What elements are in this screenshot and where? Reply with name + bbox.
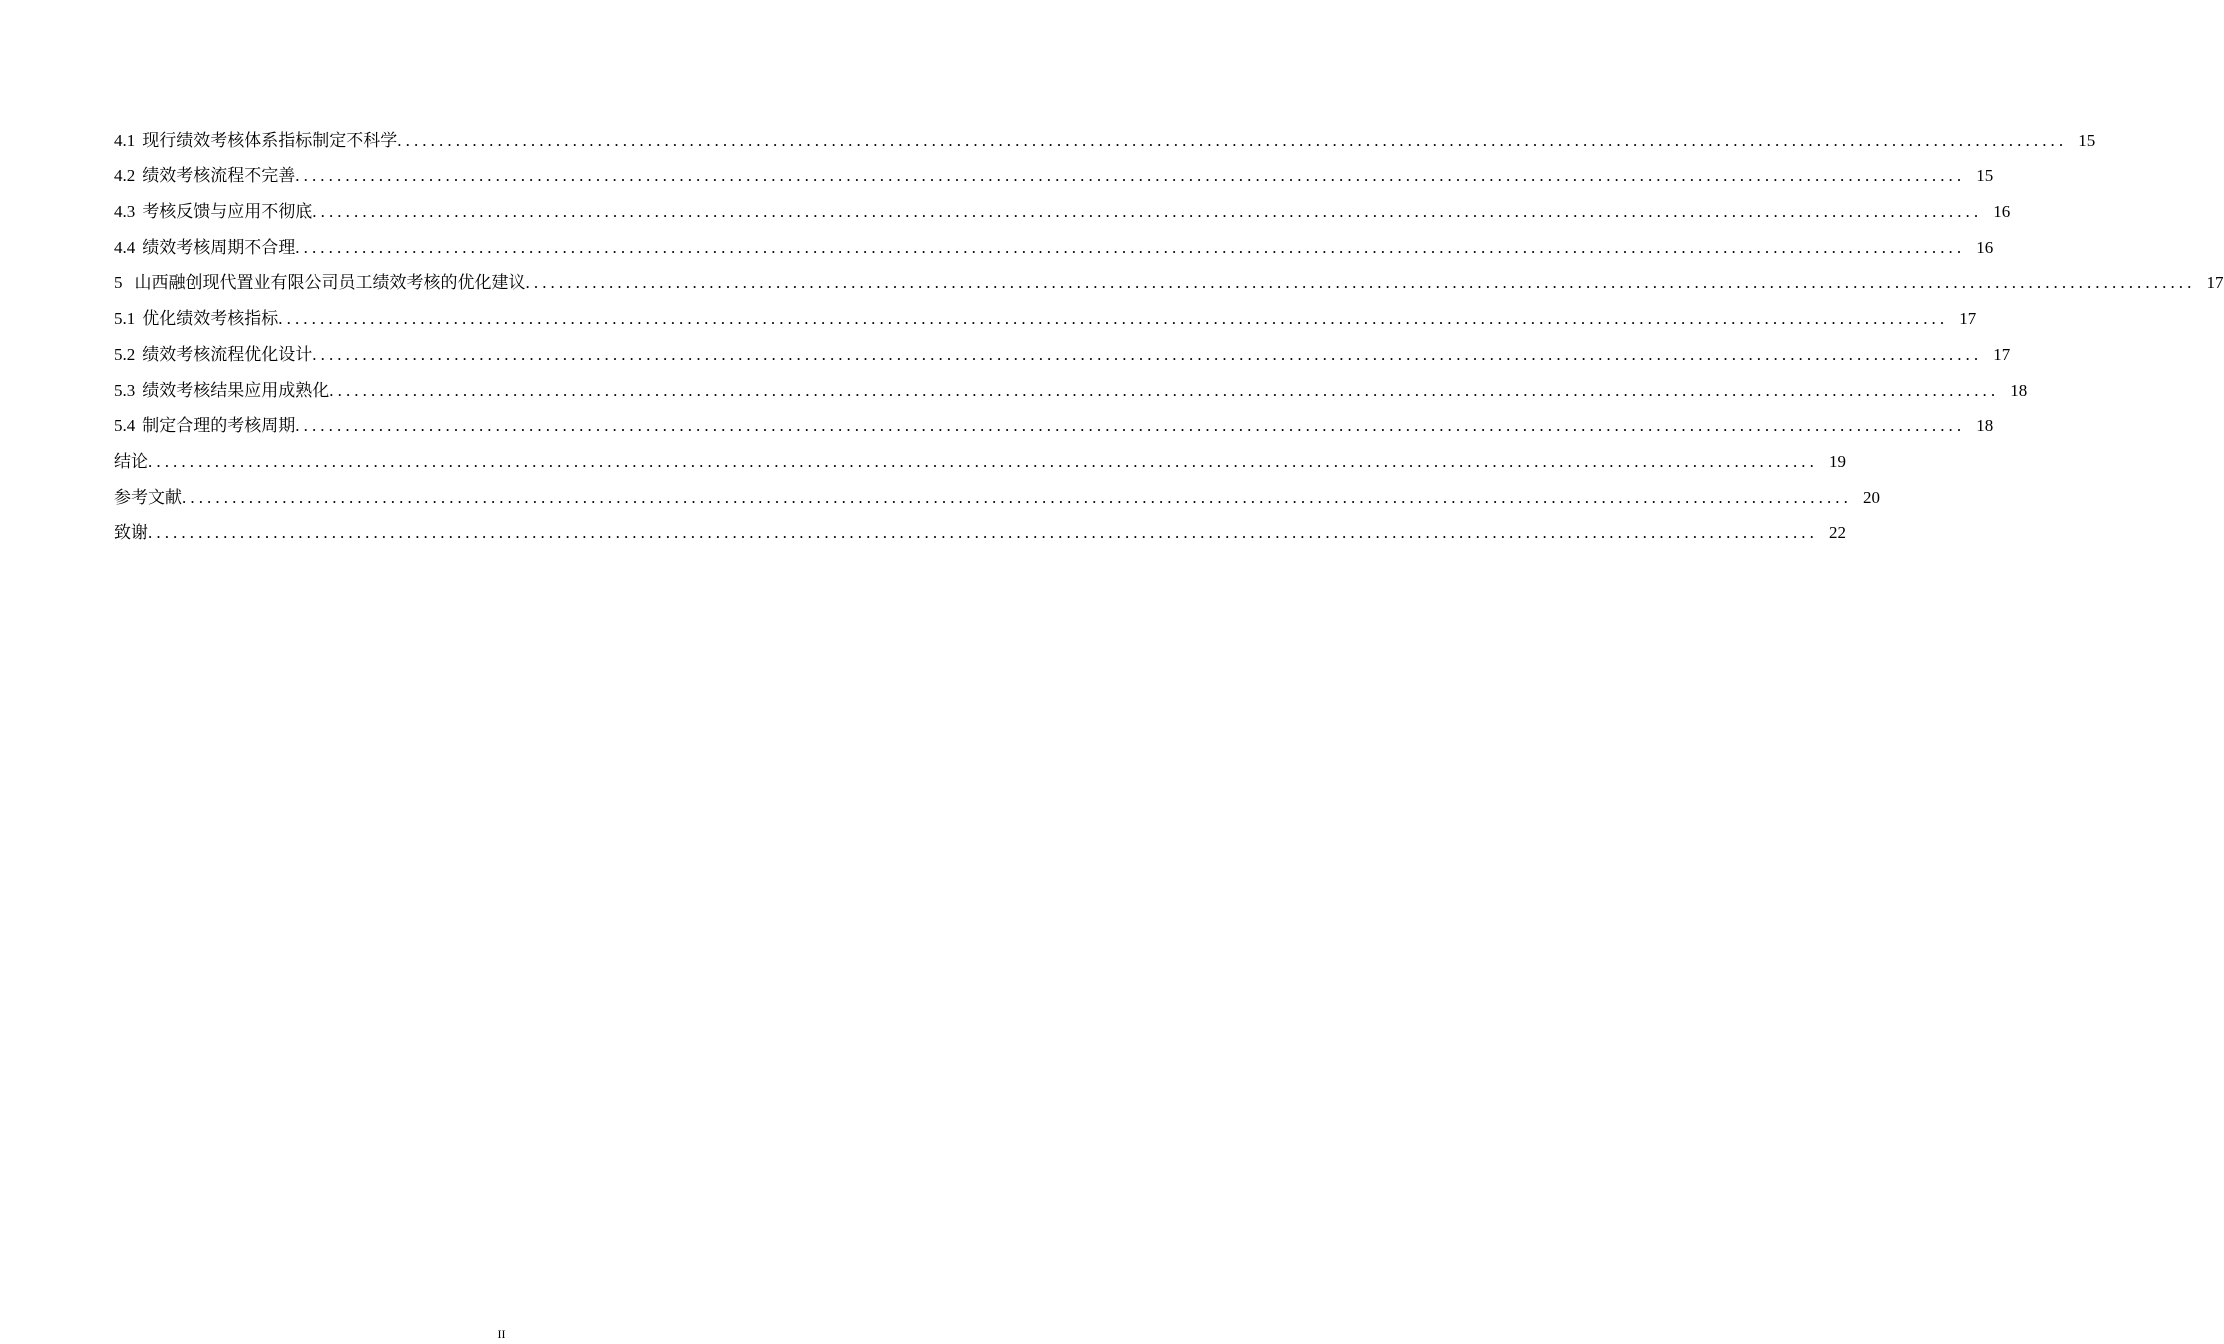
toc-entry-title: 考核反馈与应用不彻底 bbox=[142, 202, 313, 222]
toc-entry-page: 18 bbox=[1976, 416, 1994, 436]
toc-entry-page: 19 bbox=[1829, 451, 1846, 471]
toc-entry-number: 4.4 bbox=[114, 237, 136, 257]
toc-entry-5[interactable] bbox=[114, 258, 2224, 294]
toc-dot-leader: ........................................................................................................................................................................................................ bbox=[148, 523, 1818, 543]
toc-entry-5-4[interactable] bbox=[114, 401, 1994, 437]
toc-dot-leader: ........................................................................................................................................................................................................ bbox=[295, 166, 1966, 186]
toc-entry-title: 致谢 bbox=[114, 523, 148, 543]
toc-entry-title: 现行绩效考核体系指标制定不科学 bbox=[142, 130, 398, 150]
toc-entry-5-3[interactable] bbox=[114, 365, 2028, 401]
toc-entry-page: 16 bbox=[1993, 202, 2011, 222]
toc-entry-number: 5.3 bbox=[114, 380, 136, 400]
toc-entry-page: 15 bbox=[1976, 166, 1994, 186]
toc-entry-page: 17 bbox=[1993, 344, 2011, 364]
toc-entry-title: 绩效考核结果应用成熟化 bbox=[142, 380, 330, 400]
toc-entry-title: 结论 bbox=[114, 451, 148, 471]
toc-entry-number: 5.1 bbox=[114, 309, 136, 329]
toc-entry-page: 17 bbox=[2206, 273, 2224, 293]
toc-entry-4-2[interactable] bbox=[114, 151, 1994, 187]
toc-entry-number: 5.4 bbox=[114, 416, 136, 436]
table-of-contents bbox=[114, 115, 2224, 543]
toc-dot-leader: ........................................................................................................................................................................................................ bbox=[182, 487, 1852, 507]
toc-entry-references[interactable] bbox=[114, 472, 1880, 508]
toc-entry-page: 18 bbox=[2010, 380, 2028, 400]
toc-dot-leader: ........................................................................................................................................................................................................ bbox=[312, 344, 1983, 364]
toc-entry-4-1[interactable] bbox=[114, 115, 2096, 151]
toc-entry-title: 绩效考核流程不完善 bbox=[142, 166, 296, 186]
toc-entry-title: 参考文献 bbox=[114, 487, 182, 507]
toc-dot-leader: ........................................................................................................................................................................................................ bbox=[329, 380, 2000, 400]
toc-entry-title: 优化绩效考核指标 bbox=[142, 309, 279, 329]
toc-entry-number: 4.1 bbox=[114, 130, 136, 150]
toc-entry-title: 山西融创现代置业有限公司员工绩效考核的优化建议 bbox=[134, 273, 526, 293]
toc-entry-4-4[interactable] bbox=[114, 222, 1994, 258]
toc-dot-leader: ........................................................................................................................................................................................................ bbox=[148, 451, 1818, 471]
toc-entry-page: 17 bbox=[1959, 309, 1977, 329]
toc-entry-number: 4.2 bbox=[114, 166, 136, 186]
toc-entry-acknowledgements[interactable] bbox=[114, 508, 1846, 544]
toc-entry-title: 绩效考核流程优化设计 bbox=[142, 344, 313, 364]
toc-dot-leader: ........................................................................................................................................................................................................ bbox=[295, 237, 1966, 257]
toc-dot-leader: ........................................................................................................................................................................................................ bbox=[278, 309, 1949, 329]
toc-dot-leader: ........................................................................................................................................................................................................ bbox=[295, 416, 1966, 436]
toc-entry-5-1[interactable] bbox=[114, 293, 1977, 329]
toc-entry-page: 16 bbox=[1976, 237, 1994, 257]
toc-entry-title: 制定合理的考核周期 bbox=[142, 416, 296, 436]
toc-entry-number: 4.3 bbox=[114, 202, 136, 222]
toc-dot-leader: ........................................................................................................................................................................................................ bbox=[312, 202, 1983, 222]
toc-dot-leader: ........................................................................................................................................................................................................ bbox=[525, 273, 2196, 293]
toc-dot-leader: ........................................................................................................................................................................................................ bbox=[397, 130, 2068, 150]
toc-entry-number: 5.2 bbox=[114, 344, 136, 364]
toc-entry-page: 15 bbox=[2078, 130, 2096, 150]
page-number: II bbox=[497, 1327, 506, 1341]
toc-entry-title: 绩效考核周期不合理 bbox=[142, 237, 296, 257]
toc-entry-number: 5 bbox=[114, 273, 123, 293]
toc-entry-4-3[interactable] bbox=[114, 186, 2011, 222]
toc-entry-page: 20 bbox=[1863, 487, 1880, 507]
toc-entry-page: 22 bbox=[1829, 523, 1846, 543]
toc-entry-conclusion[interactable] bbox=[114, 436, 1846, 472]
toc-entry-5-2[interactable] bbox=[114, 329, 2011, 365]
